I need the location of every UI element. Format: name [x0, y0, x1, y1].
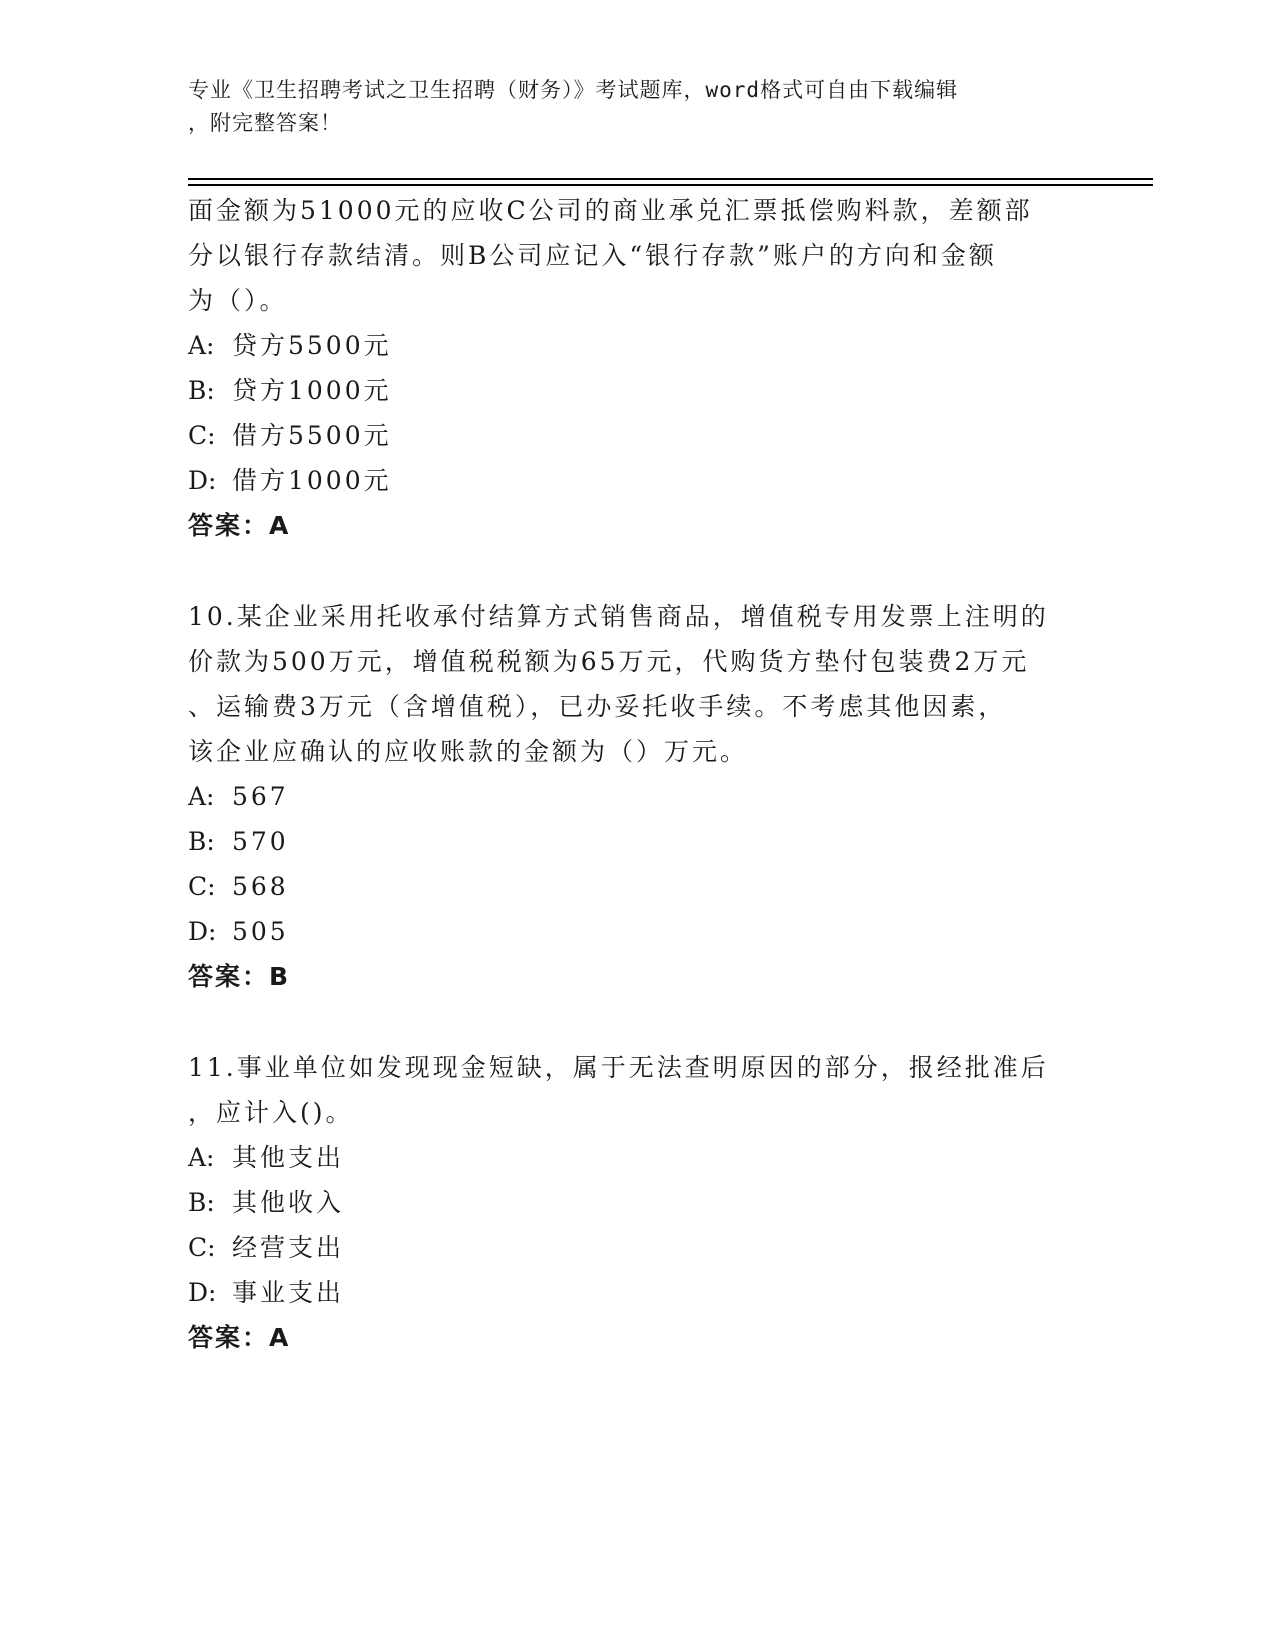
document-header [188, 74, 1068, 140]
question-text-line: 价款为500万元，增值税税额为65万元，代购货方垫付包装费2万元 [188, 647, 1030, 676]
option-d [188, 1270, 1088, 1315]
header-line-1: 专业《卫生招聘考试之卫生招聘（财务）》考试题库，word格式可自由下载编辑 [188, 78, 959, 102]
option-a [188, 1135, 1088, 1180]
question-10 [188, 594, 1088, 999]
option-text: 事业支出 [232, 1278, 345, 1307]
question-text-line: 10.某企业采用托收承付结算方式销售商品，增值税专用发票上注明的 [188, 602, 1049, 631]
question-text-line: 为（）。 [188, 286, 288, 315]
option-text: 505 [232, 917, 289, 946]
question-text-line: ，应计入()。 [188, 1098, 354, 1127]
option-text: 567 [232, 782, 289, 811]
option-label: A: [188, 782, 215, 811]
question-text-line: 11.事业单位如发现现金短缺，属于无法查明原因的部分，报经批准后 [188, 1053, 1049, 1082]
option-label: B: [188, 376, 215, 405]
option-text: 其他支出 [232, 1143, 345, 1172]
question-list [188, 188, 1088, 1360]
option-text: 570 [232, 827, 289, 856]
option-label: D: [188, 466, 217, 495]
option-c [188, 1225, 1088, 1270]
answer-line: 答案：A [188, 1323, 291, 1352]
option-label: D: [188, 917, 217, 946]
option-text: 借方5500元 [232, 421, 392, 450]
option-label: C: [188, 872, 216, 901]
option-b [188, 819, 1088, 864]
option-a [188, 774, 1088, 819]
question-text-line: 分以银行存款结清。则B公司应记入“银行存款”账户的方向和金额 [188, 241, 997, 270]
option-b [188, 1180, 1088, 1225]
option-text: 贷方1000元 [232, 376, 392, 405]
header-divider-bottom [188, 184, 1153, 186]
header-line-2: ，附完整答案！ [188, 111, 342, 135]
option-text: 其他收入 [232, 1188, 345, 1217]
option-d [188, 909, 1088, 954]
option-a [188, 323, 1088, 368]
option-b [188, 368, 1088, 413]
question-spacer [188, 548, 1088, 594]
question-text-line: 该企业应确认的应收账款的金额为（）万元。 [188, 737, 749, 766]
question-11 [188, 1045, 1088, 1360]
option-label: A: [188, 331, 215, 360]
option-label: D: [188, 1278, 217, 1307]
answer-line: 答案：B [188, 962, 291, 991]
option-text: 经营支出 [232, 1233, 345, 1262]
option-label: A: [188, 1143, 215, 1172]
option-label: B: [188, 827, 215, 856]
question-spacer [188, 999, 1088, 1045]
question-text-line: 、运输费3万元（含增值税），已办妥托收手续。不考虑其他因素， [188, 692, 1007, 721]
option-text: 贷方5500元 [232, 331, 392, 360]
option-d [188, 458, 1088, 503]
question-9 [188, 188, 1088, 548]
option-label: B: [188, 1188, 215, 1217]
option-text: 借方1000元 [232, 466, 392, 495]
option-text: 568 [232, 872, 289, 901]
header-divider-top [188, 178, 1153, 180]
question-text-line: 面金额为51000元的应收C公司的商业承兑汇票抵偿购料款，差额部 [188, 196, 1033, 225]
option-label: C: [188, 421, 216, 450]
option-c [188, 864, 1088, 909]
option-label: C: [188, 1233, 216, 1262]
answer-line: 答案：A [188, 511, 291, 540]
option-c [188, 413, 1088, 458]
